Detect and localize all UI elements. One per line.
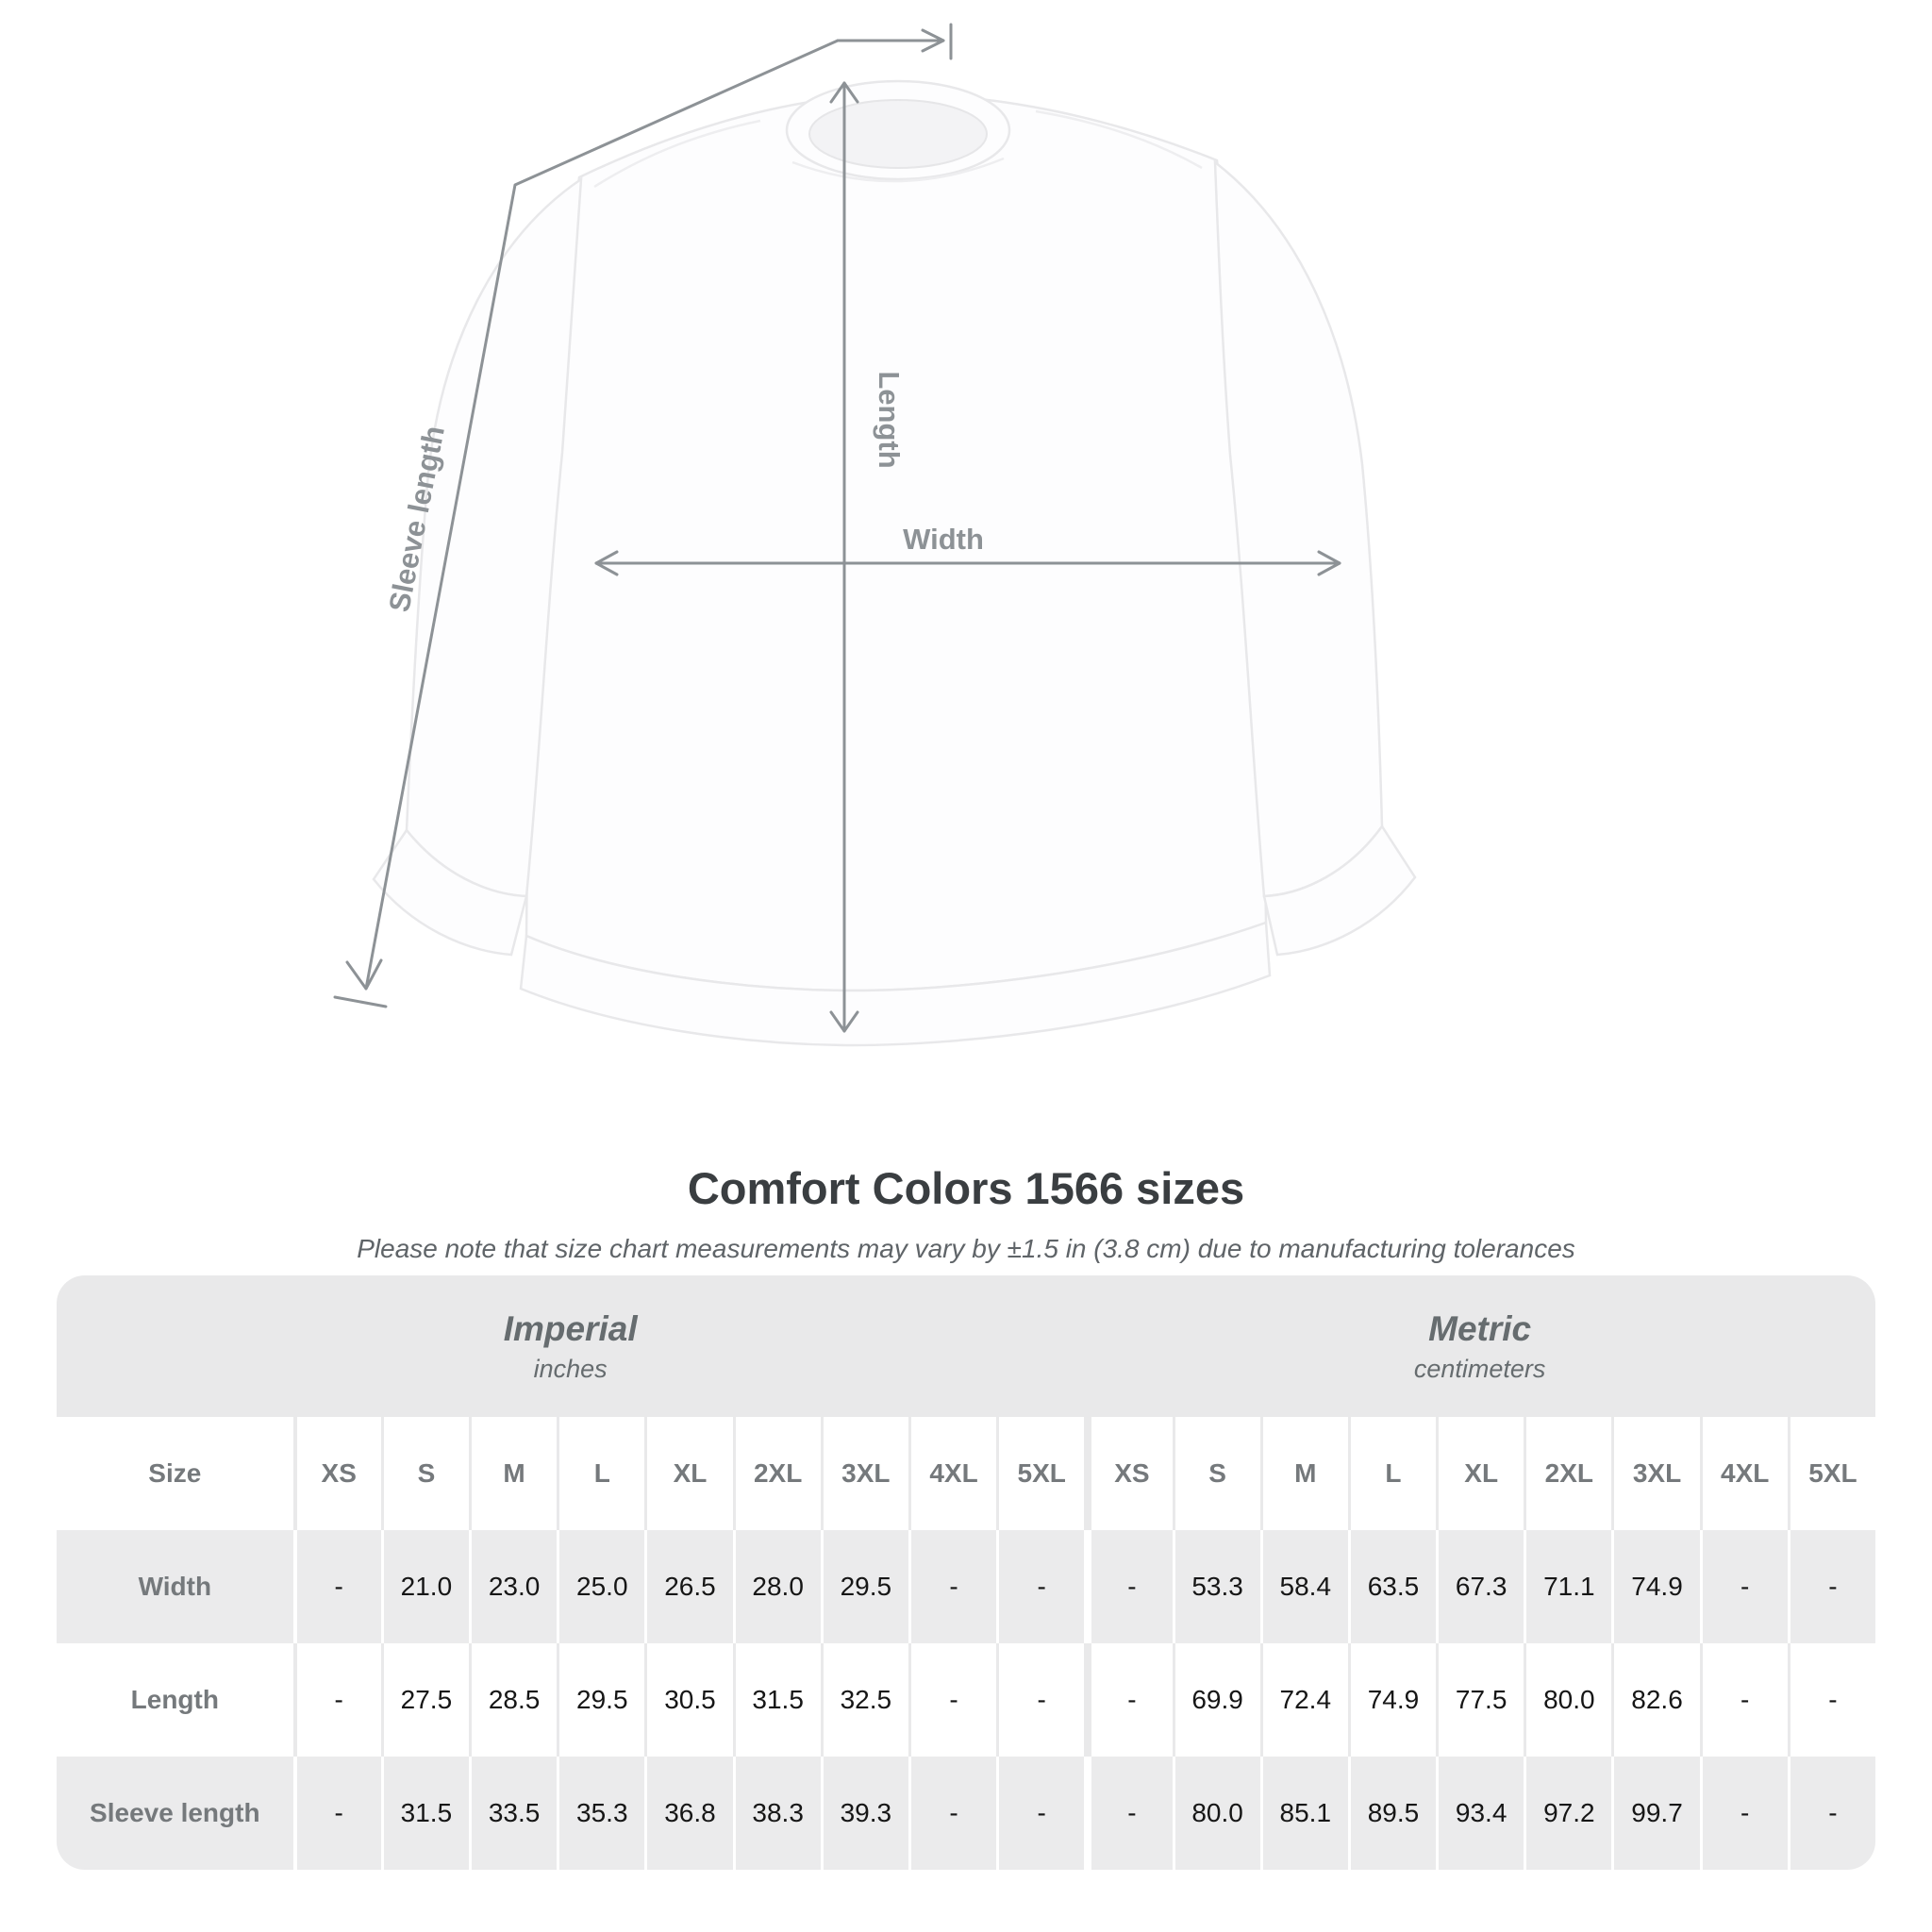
value-cell: 67.3 bbox=[1436, 1530, 1524, 1643]
value-cell: 89.5 bbox=[1348, 1757, 1436, 1870]
value-cell: 85.1 bbox=[1260, 1757, 1348, 1870]
length-label: Length bbox=[873, 371, 906, 469]
size-header-cell: XS bbox=[1084, 1417, 1172, 1530]
value-cell: - bbox=[1084, 1757, 1172, 1870]
value-cell: 33.5 bbox=[469, 1757, 557, 1870]
table-row bbox=[57, 1643, 1875, 1757]
value-cell: - bbox=[996, 1643, 1084, 1757]
value-cell: - bbox=[1788, 1530, 1875, 1643]
value-cell: 99.7 bbox=[1611, 1757, 1699, 1870]
size-header-cell: XS bbox=[293, 1417, 381, 1530]
size-header-cell: M bbox=[1260, 1417, 1348, 1530]
unit-header-band bbox=[57, 1275, 1875, 1417]
value-cell: 26.5 bbox=[644, 1530, 732, 1643]
value-cell: 21.0 bbox=[381, 1530, 469, 1643]
value-cell: - bbox=[1700, 1530, 1788, 1643]
value-cell: - bbox=[908, 1530, 996, 1643]
size-chart-table bbox=[57, 1275, 1875, 1870]
imperial-units: inches bbox=[533, 1354, 608, 1383]
value-cell: 35.3 bbox=[557, 1757, 644, 1870]
size-header-cell: 5XL bbox=[1788, 1417, 1875, 1530]
table-row bbox=[57, 1530, 1875, 1643]
sleeve-length-label: Sleeve length bbox=[382, 423, 451, 615]
tolerance-note: Please note that size chart measurements may vary by ±1.5 in (3.8 cm) due to manufacturing tolerances bbox=[357, 1234, 1575, 1263]
value-cell: 69.9 bbox=[1173, 1643, 1260, 1757]
value-cell: 32.5 bbox=[821, 1643, 908, 1757]
size-header-cell: 3XL bbox=[1611, 1417, 1699, 1530]
value-cell: 63.5 bbox=[1348, 1530, 1436, 1643]
value-cell: 38.3 bbox=[733, 1757, 821, 1870]
value-cell: - bbox=[908, 1643, 996, 1757]
value-cell: 71.1 bbox=[1524, 1530, 1611, 1643]
value-cell: 74.9 bbox=[1348, 1643, 1436, 1757]
value-cell: 29.5 bbox=[557, 1643, 644, 1757]
value-cell: - bbox=[293, 1643, 381, 1757]
value-cell: 82.6 bbox=[1611, 1643, 1699, 1757]
size-header-cell: 5XL bbox=[996, 1417, 1084, 1530]
size-header-cell: M bbox=[469, 1417, 557, 1530]
size-header-cell: S bbox=[1173, 1417, 1260, 1530]
value-cell: 25.0 bbox=[557, 1530, 644, 1643]
value-cell: - bbox=[996, 1530, 1084, 1643]
size-header-cell: 4XL bbox=[908, 1417, 996, 1530]
table-row bbox=[57, 1757, 1875, 1870]
imperial-header bbox=[57, 1275, 1084, 1417]
value-cell: 31.5 bbox=[733, 1643, 821, 1757]
size-header-row bbox=[57, 1417, 1875, 1530]
value-cell: - bbox=[996, 1757, 1084, 1870]
value-cell: - bbox=[908, 1757, 996, 1870]
size-header-cell: XL bbox=[1436, 1417, 1524, 1530]
size-header-cell: L bbox=[1348, 1417, 1436, 1530]
size-header-cell: S bbox=[381, 1417, 469, 1530]
value-cell: - bbox=[293, 1530, 381, 1643]
value-cell: 58.4 bbox=[1260, 1530, 1348, 1643]
value-cell: 77.5 bbox=[1436, 1643, 1524, 1757]
value-cell: 28.0 bbox=[733, 1530, 821, 1643]
page-title: Comfort Colors 1566 sizes bbox=[687, 1163, 1245, 1213]
row-label: Sleeve length bbox=[90, 1798, 260, 1827]
value-cell: 36.8 bbox=[644, 1757, 732, 1870]
size-column-header: Size bbox=[148, 1458, 202, 1488]
value-cell: 23.0 bbox=[469, 1530, 557, 1643]
value-cell: - bbox=[1700, 1757, 1788, 1870]
sweatshirt-body bbox=[526, 94, 1266, 991]
value-cell: 80.0 bbox=[1173, 1757, 1260, 1870]
value-cell: - bbox=[1788, 1757, 1875, 1870]
size-header-cell: 2XL bbox=[1524, 1417, 1611, 1530]
value-cell: - bbox=[1084, 1643, 1172, 1757]
sweatshirt-collar-opening bbox=[809, 100, 987, 168]
row-label: Length bbox=[130, 1685, 219, 1714]
size-header-cell: 3XL bbox=[821, 1417, 908, 1530]
value-cell: 93.4 bbox=[1436, 1757, 1524, 1870]
value-cell: 80.0 bbox=[1524, 1643, 1611, 1757]
value-cell: 31.5 bbox=[381, 1757, 469, 1870]
value-cell: - bbox=[293, 1757, 381, 1870]
value-cell: - bbox=[1700, 1643, 1788, 1757]
value-cell: 53.3 bbox=[1173, 1530, 1260, 1643]
metric-title: Metric bbox=[1428, 1308, 1532, 1348]
size-header-cell: XL bbox=[644, 1417, 732, 1530]
metric-header bbox=[1084, 1275, 1875, 1417]
size-header-cell: 2XL bbox=[733, 1417, 821, 1530]
metric-units: centimeters bbox=[1413, 1354, 1546, 1383]
value-cell: 72.4 bbox=[1260, 1643, 1348, 1757]
value-cell: 29.5 bbox=[821, 1530, 908, 1643]
value-cell: 97.2 bbox=[1524, 1757, 1611, 1870]
value-cell: - bbox=[1084, 1530, 1172, 1643]
width-label: Width bbox=[903, 523, 984, 556]
row-label: Width bbox=[138, 1572, 212, 1601]
value-cell: 27.5 bbox=[381, 1643, 469, 1757]
imperial-title: Imperial bbox=[503, 1308, 638, 1348]
value-cell: 30.5 bbox=[644, 1643, 732, 1757]
value-cell: 74.9 bbox=[1611, 1530, 1699, 1643]
size-header-cell: 4XL bbox=[1700, 1417, 1788, 1530]
size-header-cell: L bbox=[557, 1417, 644, 1530]
value-cell: - bbox=[1788, 1643, 1875, 1757]
value-cell: 28.5 bbox=[469, 1643, 557, 1757]
value-cell: 39.3 bbox=[821, 1757, 908, 1870]
